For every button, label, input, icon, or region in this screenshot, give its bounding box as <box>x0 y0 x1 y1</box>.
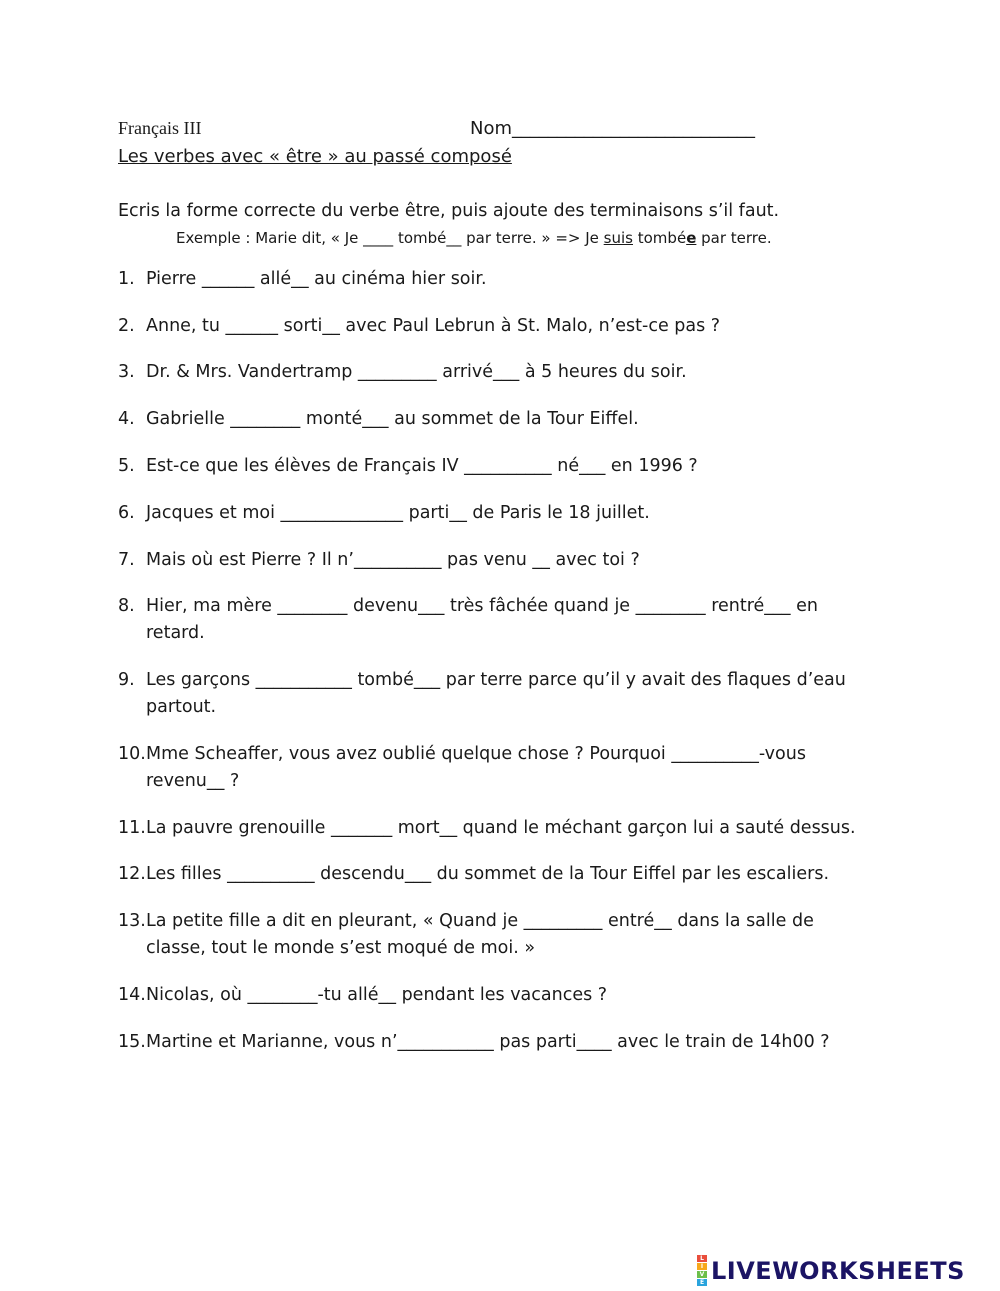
item-text: Gabrielle ________ monté___ au sommet de la Tour Eiffel. <box>146 409 639 429</box>
example-ending: e <box>686 229 697 247</box>
item-text: La petite fille a dit en pleurant, « Quand je _________ entré__ dans la salle de <box>146 911 814 931</box>
item-text-continued: revenu__ ? <box>146 771 240 791</box>
item-text: Anne, tu ______ sorti__ avec Paul Lebrun à St. Malo, n’est-ce pas ? <box>146 316 721 336</box>
example-mid: tombé <box>632 229 687 247</box>
item-number: 10. <box>118 744 146 764</box>
item-number: 1. <box>118 269 135 289</box>
liveworksheets-logo <box>697 1254 965 1288</box>
example-prefix: Exemple : Marie dit, « Je ____ tombé__ par terre. » => Je <box>176 229 604 247</box>
logo-block-e: E <box>697 1279 707 1286</box>
item-text: Hier, ma mère ________ devenu___ très fâchée quand je ________ rentré___ en <box>146 596 818 616</box>
item-number: 9. <box>118 670 135 690</box>
logo-text: LIVEWORKSHEETS <box>711 1257 965 1285</box>
course-title: Français III <box>118 118 202 138</box>
example-suffix: par terre. <box>696 229 772 247</box>
item-text: Mais où est Pierre ? Il n’__________ pas venu __ avec toi ? <box>146 550 640 570</box>
item-text: Dr. & Mrs. Vandertramp _________ arrivé___ à 5 heures du soir. <box>146 362 687 382</box>
item-number: 3. <box>118 362 135 382</box>
logo-icon <box>697 1255 707 1287</box>
worksheet-subtitle: Les verbes avec « être » au passé composé <box>118 146 512 167</box>
item-text: Est-ce que les élèves de Français IV __________ né___ en 1996 ? <box>146 456 698 476</box>
item-text-continued: classe, tout le monde s’est moqué de moi. » <box>146 938 536 958</box>
item-number: 11. <box>118 818 146 838</box>
item-text: Nicolas, où ________-tu allé__ pendant les vacances ? <box>146 985 608 1005</box>
item-number: 13. <box>118 911 146 931</box>
item-number: 7. <box>118 550 135 570</box>
item-number: 2. <box>118 316 135 336</box>
logo-block-i: I <box>697 1263 707 1270</box>
item-text: Mme Scheaffer, vous avez oublié quelque chose ? Pourquoi __________-vous <box>146 744 806 764</box>
item-text: Jacques et moi ______________ parti__ de Paris le 18 juillet. <box>146 503 650 523</box>
item-number: 8. <box>118 596 135 616</box>
example-sentence <box>176 229 772 247</box>
item-text-continued: partout. <box>146 697 217 717</box>
item-number: 4. <box>118 409 135 429</box>
logo-block-v: V <box>697 1271 707 1278</box>
example-verb: suis <box>603 229 633 247</box>
item-text: Les garçons ___________ tombé___ par terre parce qu’il y avait des flaques d’eau <box>146 670 846 690</box>
item-number: 14. <box>118 985 146 1005</box>
item-text: Pierre ______ allé__ au cinéma hier soir. <box>146 269 487 289</box>
item-number: 6. <box>118 503 135 523</box>
item-number: 12. <box>118 864 146 884</box>
item-number: 15. <box>118 1032 146 1052</box>
item-text: La pauvre grenouille _______ mort__ quand le méchant garçon lui a sauté dessus. <box>146 818 856 838</box>
item-text-continued: retard. <box>146 623 205 643</box>
instructions: Ecris la forme correcte du verbe être, puis ajoute des terminaisons s’il faut. <box>118 201 780 221</box>
logo-block-l: L <box>697 1255 707 1262</box>
item-number: 5. <box>118 456 135 476</box>
item-text: Martine et Marianne, vous n’___________ pas parti____ avec le train de 14h00 ? <box>146 1032 830 1052</box>
item-text: Les filles __________ descendu___ du sommet de la Tour Eiffel par les escaliers. <box>146 864 830 884</box>
name-field-label: Nom___________________________ <box>470 118 756 139</box>
